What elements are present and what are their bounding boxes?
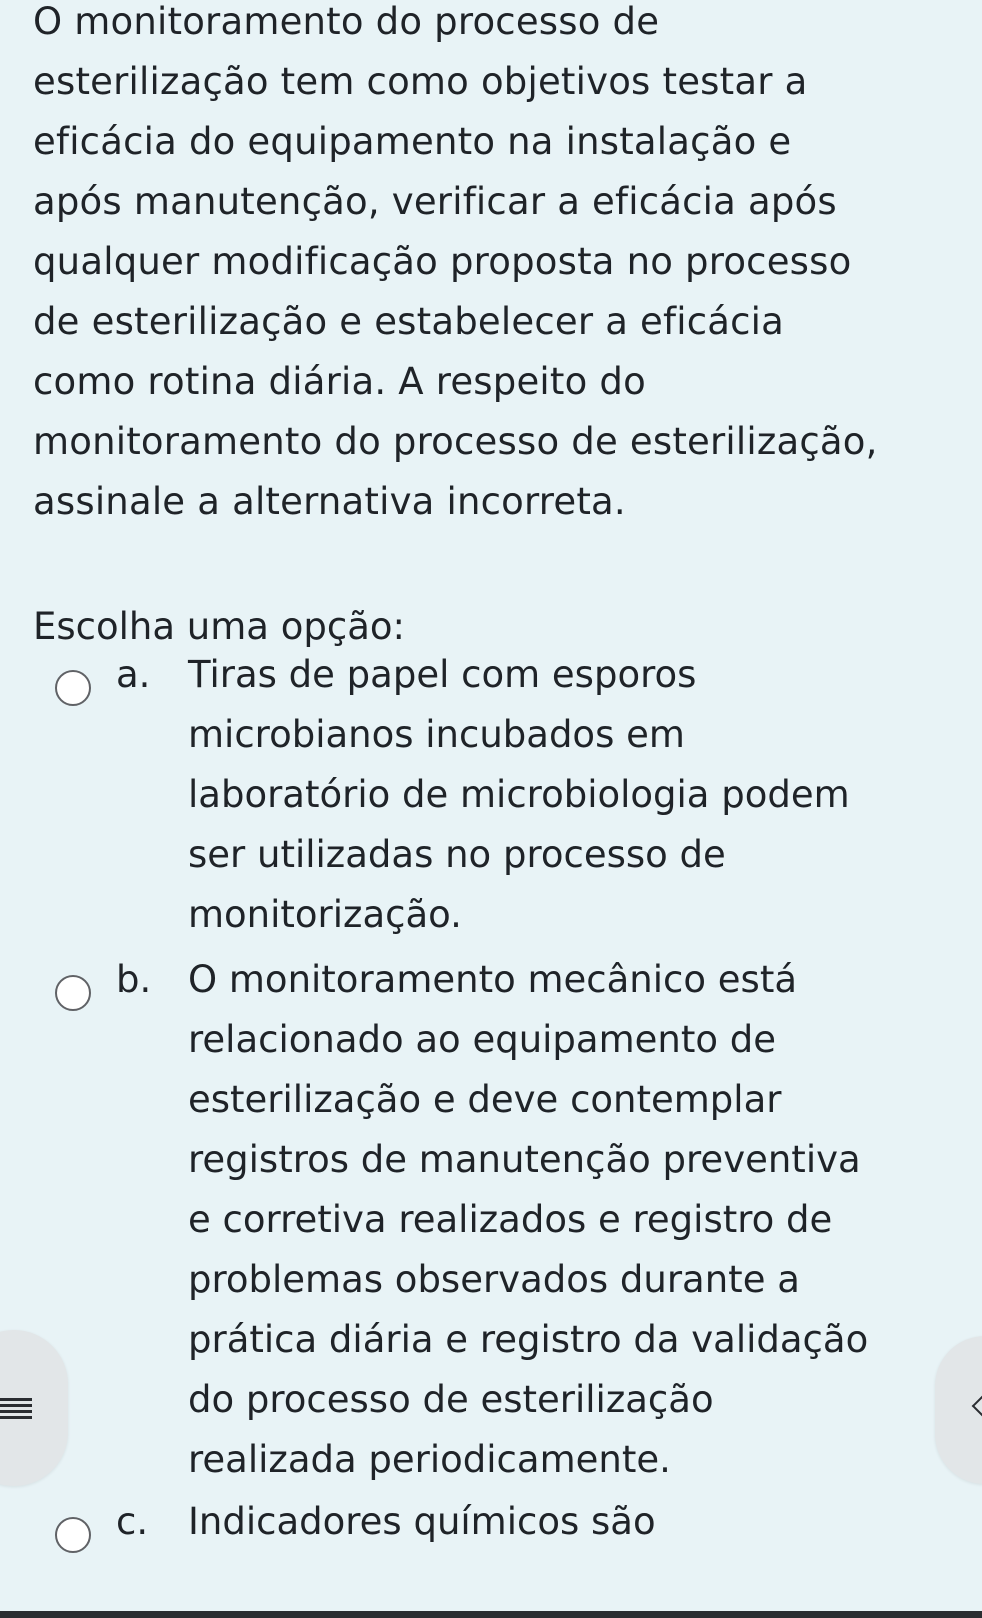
- option-c-radio[interactable]: [55, 1517, 91, 1553]
- question-text: O monitoramento do processo de esterilização tem como objetivos testar a eficácia do equipamento na instalação e após manutenção, verificar a eficácia após qualquer modificação proposta no processo de esterilização e estabelecer a eficácia como rotina diária. A respeito do monitoramento do processo de esterilização, assinale a alternativa incorreta.: [33, 0, 878, 523]
- option-b-text: O monitoramento mecânico está relacionado ao equipamento de esterilização e deve contemplar registros de manutenção preventiva e corretiva realizados e registro de problemas observados durante a prática diária e registro da validação do processo de esterilização realizada periodicamente.: [188, 958, 869, 1481]
- option-a-letter: a.: [116, 653, 151, 696]
- menu-icon[interactable]: [0, 1398, 32, 1420]
- option-b-radio[interactable]: [55, 975, 91, 1011]
- option-b-letter: b.: [116, 958, 152, 1001]
- option-a-text: Tiras de papel com esporos microbianos incubados em laboratório de microbiologia podem ser utilizadas no processo de monitorização.: [188, 653, 850, 936]
- option-c-text: Indicadores químicos são: [188, 1500, 656, 1543]
- option-c-letter: c.: [116, 1500, 149, 1543]
- option-a-radio[interactable]: [55, 670, 91, 706]
- choose-option-prompt: Escolha uma opção:: [33, 605, 405, 648]
- bottom-bar: [0, 1611, 982, 1618]
